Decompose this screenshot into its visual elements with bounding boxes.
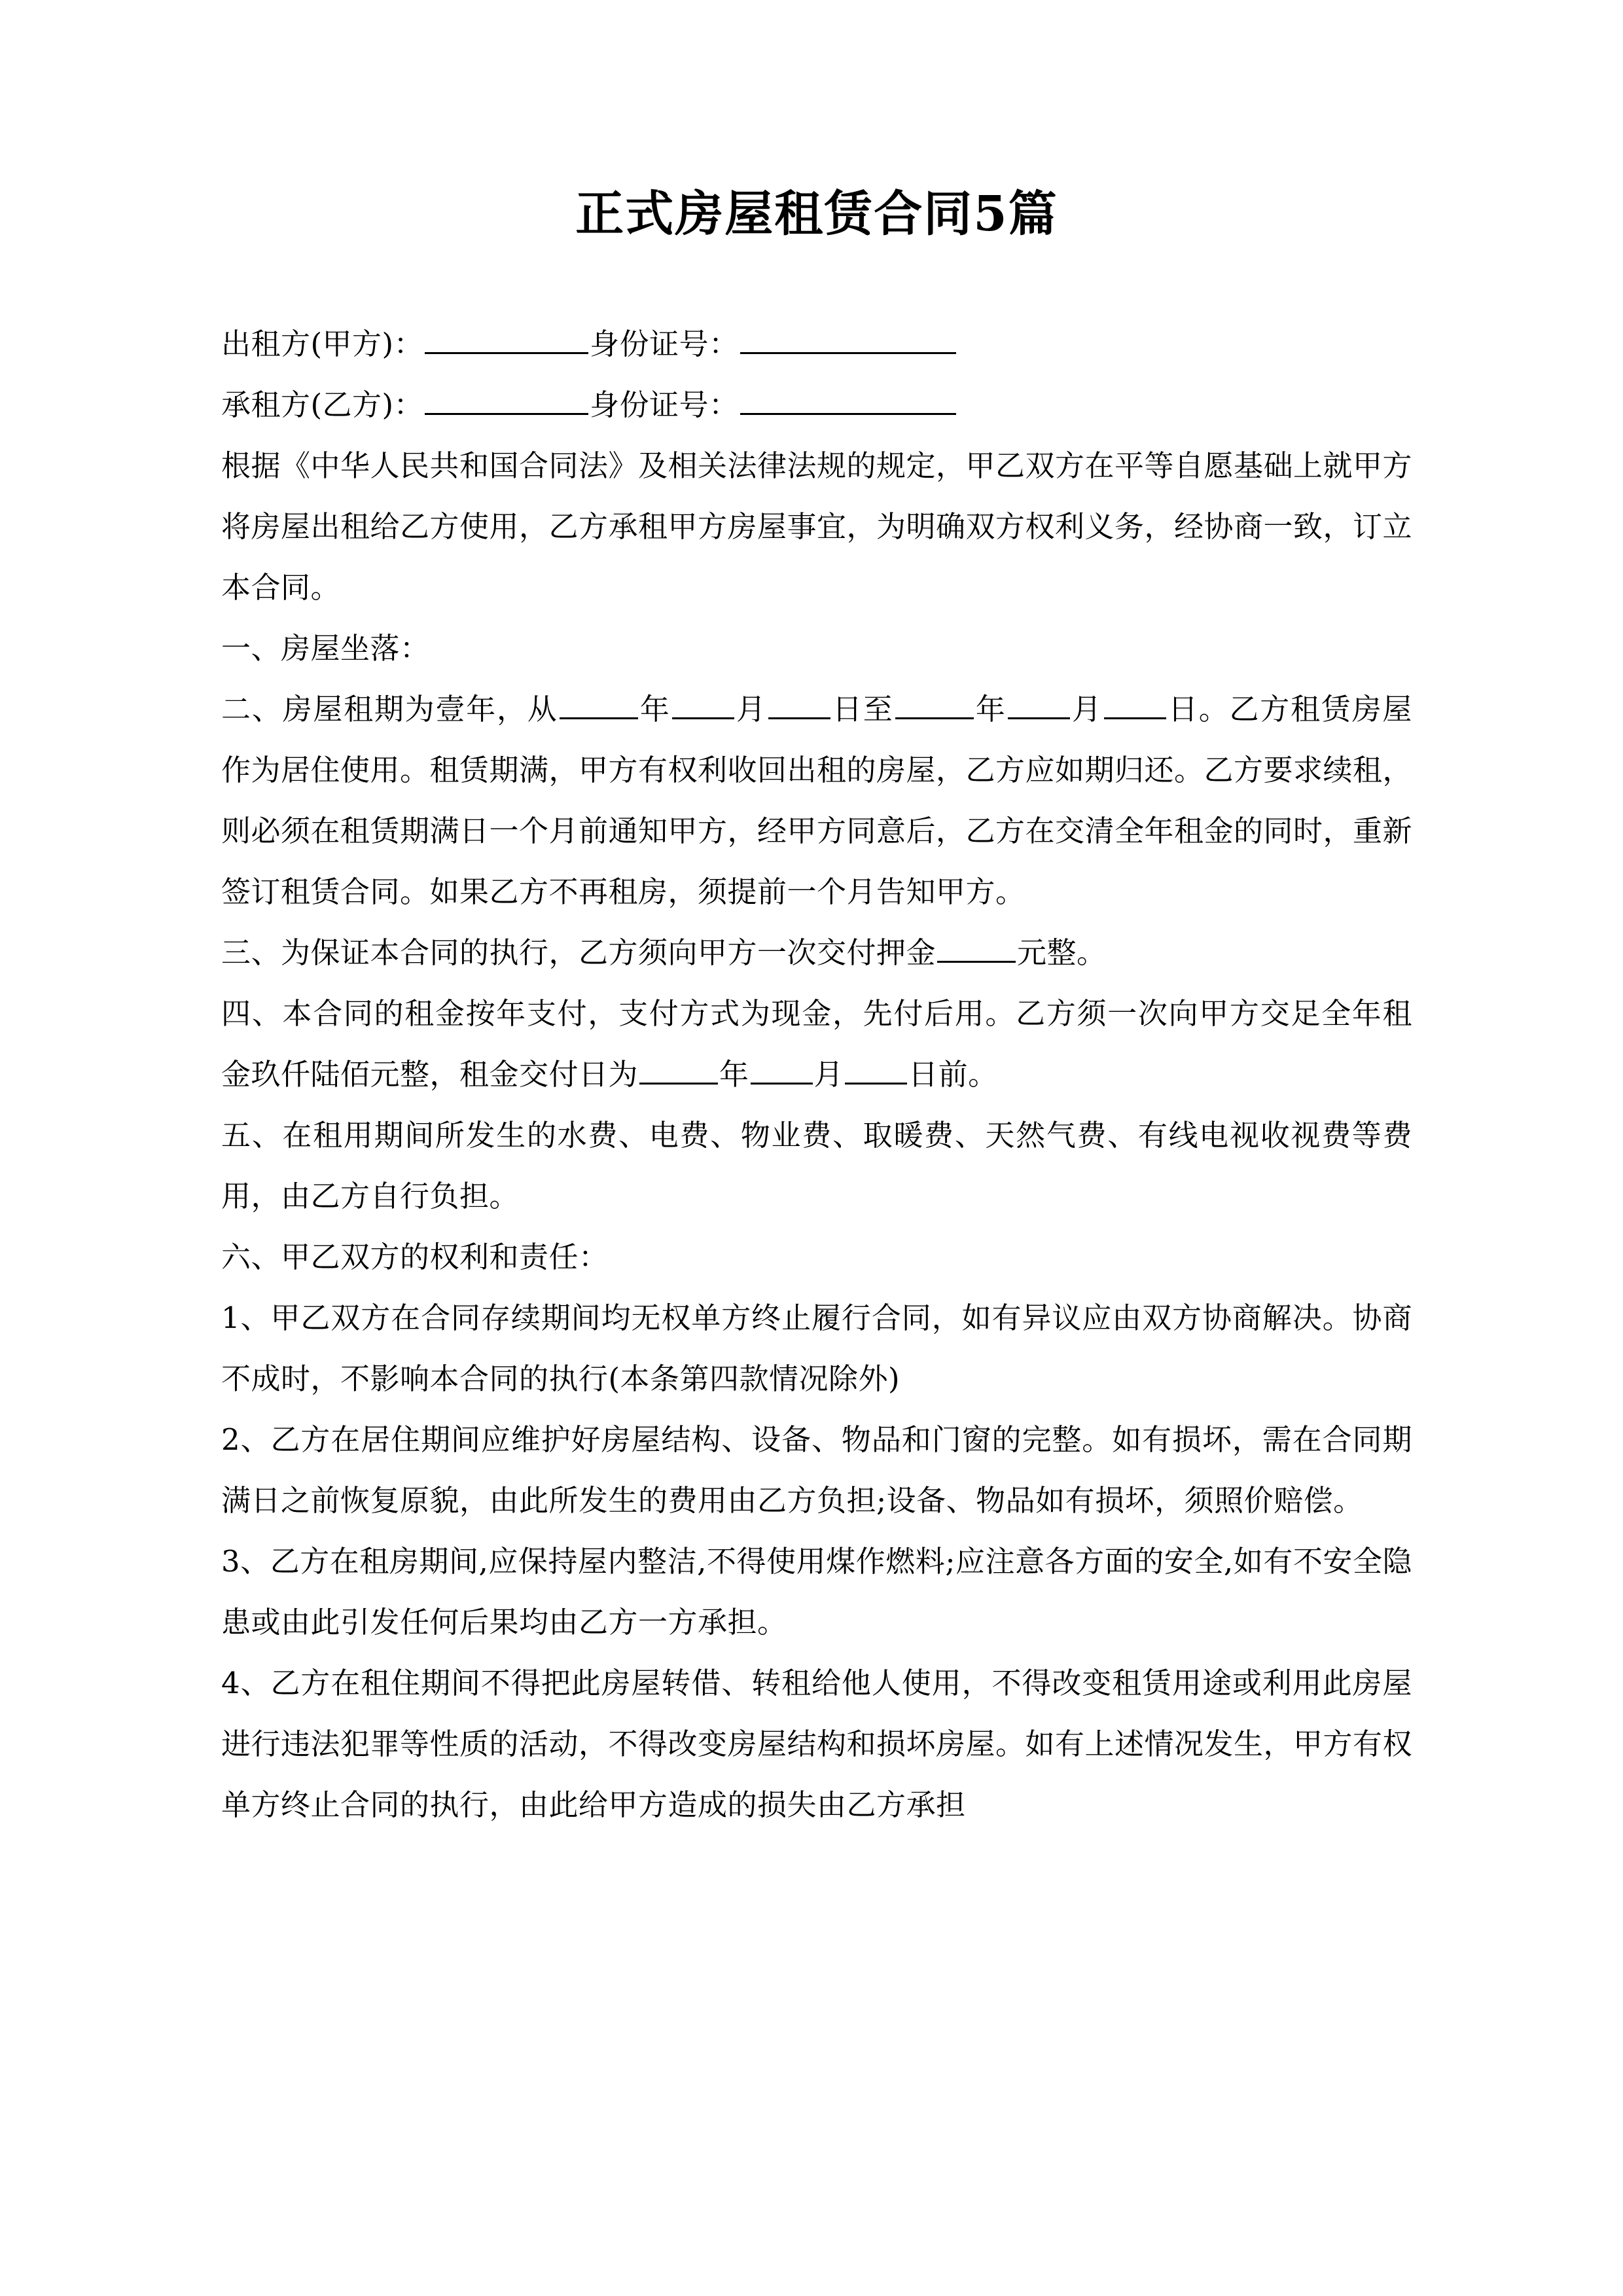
date-range-connector: 至 (863, 692, 894, 727)
lessor-label: 出租方(甲方)： (221, 327, 424, 362)
clause-3-text-part-2: 元整。 (1017, 935, 1107, 971)
clause-2-number: 二、 (221, 692, 283, 727)
lessor-id-blank[interactable] (740, 327, 956, 354)
end-day-blank[interactable] (1104, 692, 1166, 719)
sub-clause-4-number: 4、 (221, 1666, 271, 1701)
preamble-paragraph: 根据《中华人民共和国合同法》及相关法律法规的规定，甲乙双方在平等自愿基础上就甲方将房屋出租给乙方使用，乙方承租甲方房屋事宜，为明确双方权利义务，经协商一致，订立本合同。 (221, 448, 1413, 605)
clause-5-text: 在租用期间所发生的水费、电费、物业费、取暖费、天然气费、有线电视收视费等费用，由乙方自行负担。 (221, 1118, 1412, 1214)
clause-6-text: 甲乙双方的权利和责任： (281, 1240, 609, 1275)
sub-clause-4-text: 乙方在租住期间不得把此房屋转借、转租给他人使用，不得改变租赁用途或利用此房屋进行违法犯罪等性质的活动，不得改变房屋结构和损坏房屋。如有上述情况发生，甲方有权单方终止合同的执行，由此给甲方造成的损失由乙方承担 (221, 1666, 1413, 1823)
rent-due-day-unit: 日 (908, 1057, 938, 1092)
sub-clause-1-number: 1、 (221, 1300, 271, 1336)
clause-3-text-part-1: 为保证本合同的执行，乙方须向甲方一次交付押金 (281, 935, 936, 971)
lessee-label: 承租方(乙方)： (221, 387, 424, 423)
page-title: 正式房屋租赁合同5篇 (575, 186, 1058, 242)
sub-clause-1 (221, 1287, 1412, 1409)
clause-1-text: 房屋坐落： (281, 631, 430, 666)
end-month-unit: 月 (1071, 692, 1103, 727)
clause-2 (221, 679, 1412, 922)
clause-3-number: 三、 (221, 935, 281, 971)
sub-clause-3-number: 3、 (221, 1544, 270, 1579)
rent-due-day-blank[interactable] (845, 1058, 907, 1085)
lessor-line (221, 314, 1412, 374)
rent-due-month-unit: 月 (813, 1057, 844, 1092)
start-month-blank[interactable] (672, 692, 734, 719)
clause-6-number: 六、 (221, 1240, 281, 1275)
start-year-blank[interactable] (560, 692, 638, 719)
sub-clause-2-text: 乙方在居住期间应维护好房屋结构、设备、物品和门窗的完整。如有损坏，需在合同期满日之前恢复原貌，由此所发生的费用由乙方负担;设备、物品如有损坏，须照价赔偿。 (221, 1422, 1412, 1518)
sub-clause-3-text: 乙方在租房期间,应保持屋内整洁,不得使用煤作燃料;应注意各方面的安全,如有不安全隐患或由此引发任何后果均由乙方一方承担。 (221, 1544, 1412, 1640)
end-year-blank[interactable] (895, 692, 974, 719)
clause-4 (221, 983, 1412, 1105)
lessee-name-blank[interactable] (425, 388, 588, 415)
document-content (221, 0, 1412, 1835)
sub-clause-1-text: 甲乙双方在合同存续期间均无权单方终止履行合同，如有异议应由双方协商解决。协商不成时，不影响本合同的执行(本条第四款情况除外) (221, 1300, 1412, 1397)
start-month-unit: 月 (735, 692, 767, 727)
lessee-id-blank[interactable] (740, 388, 956, 415)
lessor-name-blank[interactable] (425, 327, 588, 354)
clause-5-number: 五、 (221, 1118, 283, 1153)
clause-1 (221, 618, 1412, 679)
end-day-unit: 日 (1167, 692, 1199, 727)
lessee-id-label: 身份证号： (590, 387, 739, 423)
start-day-unit: 日 (831, 692, 863, 727)
clause-3 (221, 922, 1412, 983)
clause-4-number: 四、 (221, 996, 283, 1031)
sub-clause-2-number: 2、 (221, 1422, 271, 1458)
start-day-blank[interactable] (768, 692, 830, 719)
rent-due-year-blank[interactable] (639, 1058, 718, 1085)
rent-due-year-unit: 年 (719, 1057, 749, 1092)
clause-1-number: 一、 (221, 631, 281, 666)
clause-4-text-part-2: 前。 (938, 1057, 998, 1092)
start-year-unit: 年 (639, 692, 671, 727)
end-year-unit: 年 (974, 692, 1007, 727)
clause-2-text-part-1: 房屋租期为壹年，从 (282, 692, 558, 727)
rent-due-month-blank[interactable] (751, 1058, 813, 1085)
lessee-line (221, 374, 1412, 435)
sub-clause-4 (221, 1653, 1412, 1835)
sub-clause-3 (221, 1531, 1412, 1653)
clause-4-text-part-1: 本合同的租金按年支付，支付方式为现金，先付后用。乙方须一次向甲方交足全年租金玖仟陆佰元整，租金交付日为 (221, 996, 1412, 1092)
lessor-id-label: 身份证号： (590, 327, 739, 362)
deposit-amount-blank[interactable] (937, 936, 1016, 963)
clause-2-text-part-2: 。乙方租赁房屋作为居住使用。租赁期满，甲方有权利收回出租的房屋，乙方应如期归还。乙方要求续租，则必须在租赁期满日一个月前通知甲方，经甲方同意后，乙方在交清全年租金的同时，重新签订租赁合同。如果乙方不再租房，须提前一个月告知甲方。 (221, 692, 1413, 910)
sub-clause-2 (221, 1409, 1412, 1531)
end-month-blank[interactable] (1008, 692, 1070, 719)
clause-5 (221, 1105, 1412, 1227)
clause-6 (221, 1227, 1412, 1287)
